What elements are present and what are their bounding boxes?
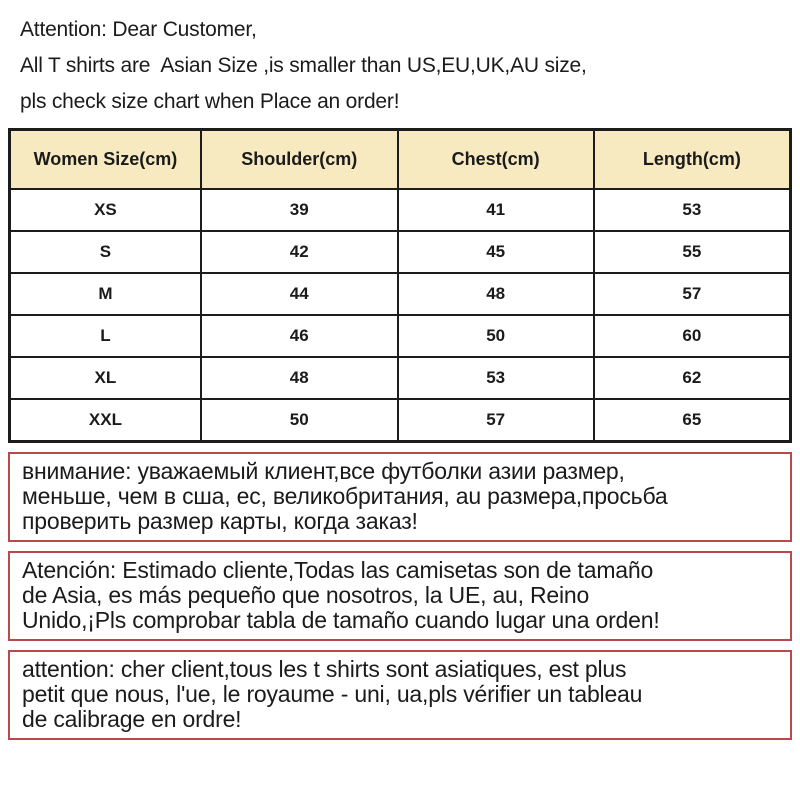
note-box-spanish (8, 551, 792, 641)
note-line: de Asia, es más pequeño que nosotros, la UE, au, Reino (22, 582, 590, 608)
chest-value: 48 (398, 273, 594, 315)
attention-note (0, 0, 800, 120)
col-header-chest: Chest(cm) (398, 130, 594, 190)
shoulder-value: 50 (201, 399, 398, 442)
note-box-french (8, 650, 792, 740)
note-line: внимание: уважаемый клиент,все футболки азии размер, (22, 458, 625, 484)
chest-value: 53 (398, 357, 594, 399)
size-label: XL (10, 357, 201, 399)
note-line: меньше, чем в сша, ес, великобритания, au размера,просьба (22, 483, 668, 509)
shoulder-value: 42 (201, 231, 398, 273)
shoulder-value: 39 (201, 189, 398, 231)
length-value: 53 (594, 189, 791, 231)
shoulder-value: 48 (201, 357, 398, 399)
table-row-m (10, 273, 791, 315)
note-box-russian (8, 452, 792, 542)
col-header-length: Length(cm) (594, 130, 791, 190)
attention-line-2: All T shirts are Asian Size ,is smaller than US,EU,UK,AU size, (20, 54, 587, 77)
table-row-xs (10, 189, 791, 231)
chest-value: 41 (398, 189, 594, 231)
size-label: S (10, 231, 201, 273)
note-line: Atención: Estimado cliente,Todas las camisetas son de tamaño (22, 557, 654, 583)
table-row-xl (10, 357, 791, 399)
col-header-shoulder: Shoulder(cm) (201, 130, 398, 190)
size-label: M (10, 273, 201, 315)
attention-line-1: Attention: Dear Customer, (20, 18, 257, 41)
table-header-row (10, 130, 791, 190)
attention-line-3: pls check size chart when Place an order! (20, 90, 400, 113)
size-chart-table (8, 128, 792, 443)
table-row-s (10, 231, 791, 273)
size-label: XXL (10, 399, 201, 442)
chest-value: 50 (398, 315, 594, 357)
size-label: XS (10, 189, 201, 231)
length-value: 65 (594, 399, 791, 442)
note-line: attention: cher client,tous les t shirts sont asiatiques, est plus (22, 656, 627, 682)
table-row-xxl (10, 399, 791, 442)
size-label: L (10, 315, 201, 357)
chest-value: 45 (398, 231, 594, 273)
note-line: Unido,¡Pls comprobar tabla de tamaño cuando lugar una orden! (22, 607, 660, 633)
length-value: 55 (594, 231, 791, 273)
chest-value: 57 (398, 399, 594, 442)
col-header-women-size: Women Size(cm) (10, 130, 201, 190)
shoulder-value: 46 (201, 315, 398, 357)
length-value: 60 (594, 315, 791, 357)
note-line: проверить размер карты, когда заказ! (22, 508, 418, 534)
note-line: petit que nous, l'ue, le royaume - uni, ua,pls vérifier un tableau (22, 681, 643, 707)
table-row-l (10, 315, 791, 357)
shoulder-value: 44 (201, 273, 398, 315)
note-line: de calibrage en ordre! (22, 706, 242, 732)
length-value: 57 (594, 273, 791, 315)
length-value: 62 (594, 357, 791, 399)
